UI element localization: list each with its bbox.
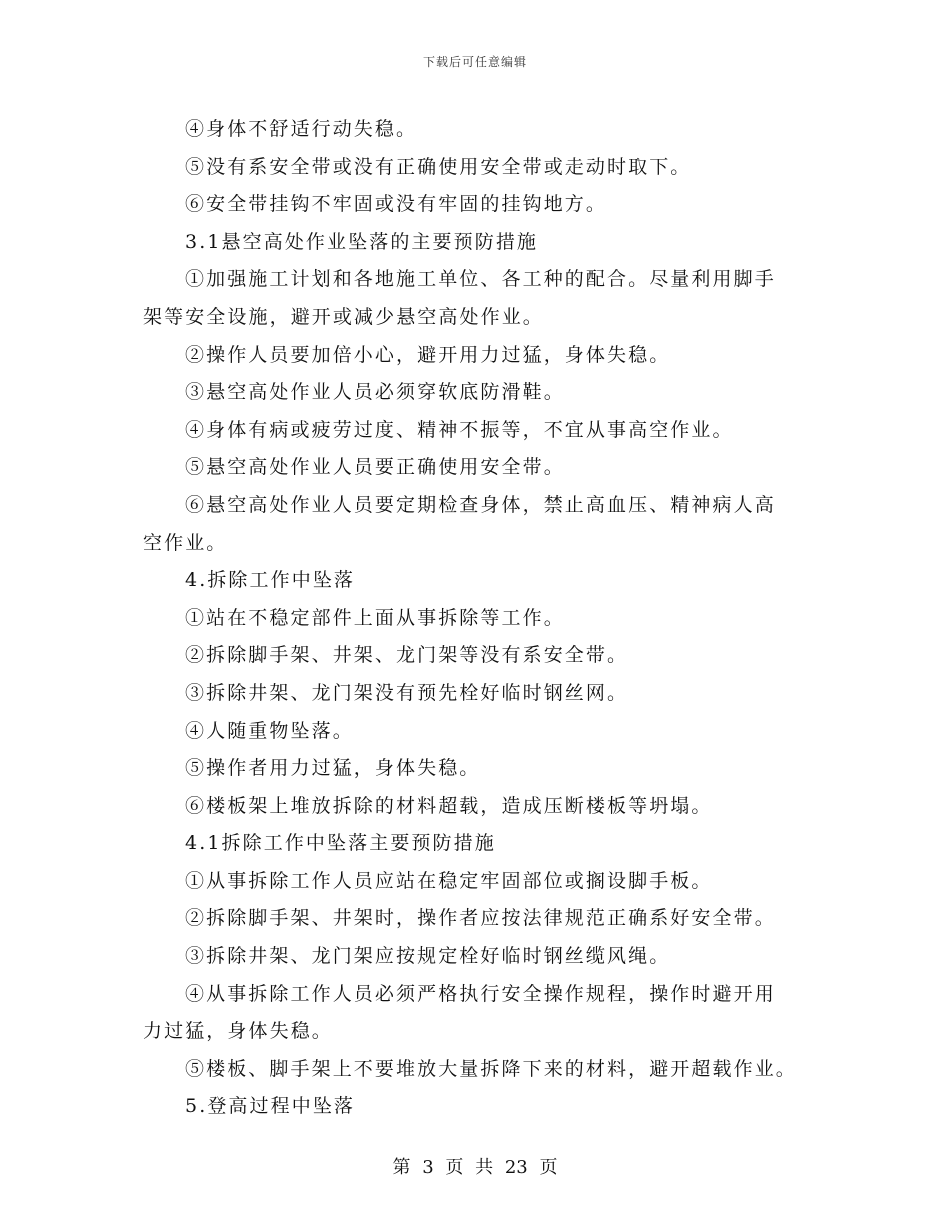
paragraph-line: ⑤楼板、脚手架上不要堆放大量拆降下来的材料，避开超载作业。	[185, 1057, 797, 1080]
document-body	[143, 111, 813, 1126]
paragraph-line: ①从事拆除工作人员应站在稳定牢固部位或搁设脚手板。	[185, 869, 713, 892]
paragraph-line: 3.1悬空高处作业坠落的主要预防措施	[185, 230, 539, 253]
paragraph-line: ①站在不稳定部件上面从事拆除等工作。	[185, 606, 565, 629]
paragraph-line: ③拆除井架、龙门架没有预先栓好临时钢丝网。	[185, 681, 629, 704]
paragraph-line: ⑥悬空高处作业人员要定期检查身体，禁止高血压、精神病人高	[185, 493, 776, 516]
paragraph-line: ④身体不舒适行动失稳。	[185, 118, 418, 140]
paragraph-line: 5.登高过程中坠落	[185, 1095, 356, 1118]
paragraph-line: 4.拆除工作中坠落	[185, 569, 356, 592]
paragraph-line: ②拆除脚手架、井架时，操作者应按法律规范正确系好安全带。	[185, 907, 776, 930]
page-footer: 第 3 页 共 23 页	[392, 1157, 558, 1178]
paragraph-line: ④人随重物坠落。	[185, 719, 354, 742]
paragraph-line: ②拆除脚手架、井架、龙门架等没有系安全带。	[185, 644, 629, 667]
paragraph-line: ⑥安全带挂钩不牢固或没有牢固的挂钩地方。	[185, 193, 608, 216]
paragraph-line: ②操作人员要加倍小心，避开用力过猛，身体失稳。	[185, 343, 671, 366]
paragraph-line: ⑤操作者用力过猛，身体失稳。	[185, 757, 481, 780]
paragraph-line: ⑤悬空高处作业人员要正确使用安全带。	[185, 456, 565, 479]
page-header: 下载后可任意编辑	[422, 55, 527, 69]
paragraph-line: 空作业。	[143, 531, 228, 554]
paragraph-line: 4.1拆除工作中坠落主要预防措施	[185, 832, 496, 855]
paragraph-line: 力过猛，身体失稳。	[143, 1020, 333, 1043]
paragraph-line: ④身体有病或疲劳过度、精神不振等，不宜从事高空作业。	[185, 418, 734, 441]
paragraph-line: ⑥楼板架上堆放拆除的材料超载，造成压断楼板等坍塌。	[185, 794, 713, 817]
paragraph-line: ④从事拆除工作人员必须严格执行安全操作规程，操作时避开用	[185, 982, 776, 1005]
paragraph-line: ③拆除井架、龙门架应按规定栓好临时钢丝缆风绳。	[185, 945, 671, 968]
paragraph-line: 架等安全设施，避开或减少悬空高处作业。	[143, 305, 544, 328]
paragraph-line: ⑤没有系安全带或没有正确使用安全带或走动时取下。	[185, 155, 692, 178]
paragraph-line: ③悬空高处作业人员必须穿软底防滑鞋。	[185, 381, 565, 404]
paragraph-line: ①加强施工计划和各地施工单位、各工种的配合。尽量利用脚手	[185, 268, 776, 291]
